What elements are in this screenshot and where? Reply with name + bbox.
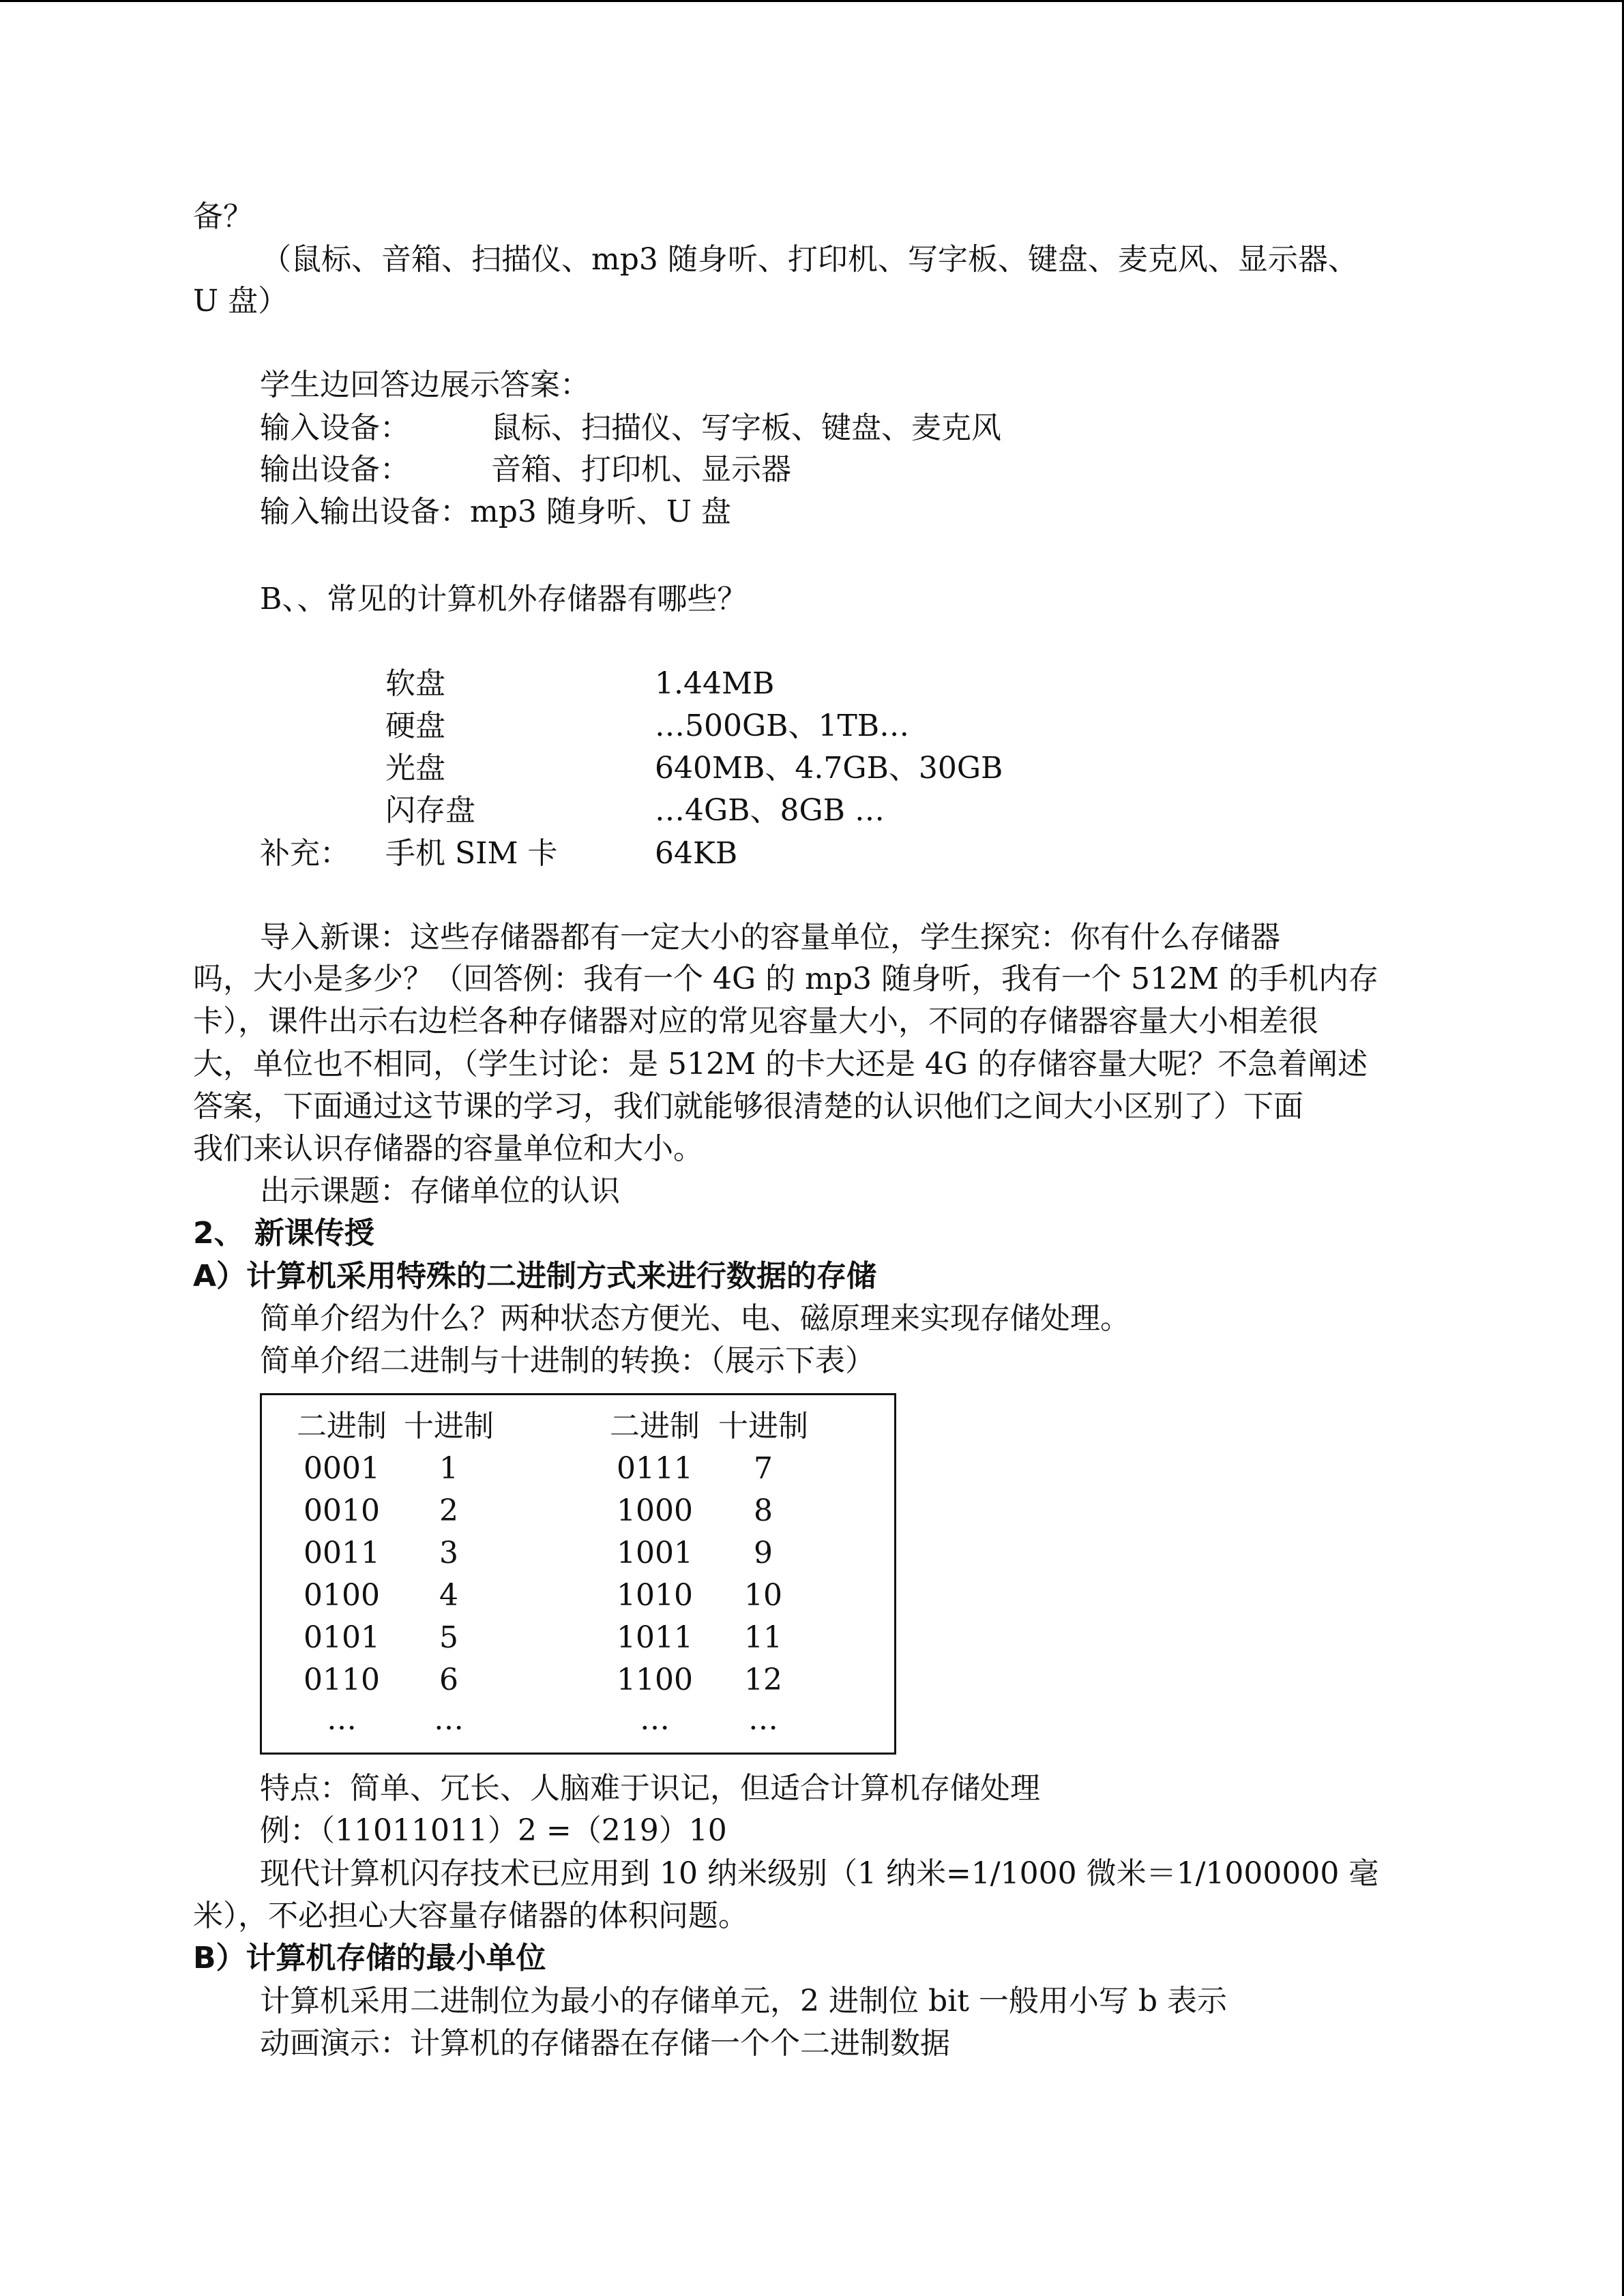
table-cell: 1100: [617, 1663, 693, 1697]
table-cell: 0100: [304, 1578, 380, 1613]
storage-name: 手机 SIM 卡: [385, 836, 558, 871]
table-cell: 4: [439, 1578, 458, 1613]
table-cell: 1011: [617, 1620, 693, 1655]
subsection-heading: B）计算机存储的最小单位: [193, 1941, 546, 1976]
binary-decimal-table: [260, 1393, 896, 1755]
storage-size: 1.44MB: [655, 666, 775, 701]
table-header: 二进制: [297, 1409, 387, 1444]
text-line: U 盘）: [193, 284, 289, 318]
table-cell: 7: [754, 1451, 773, 1486]
storage-name: 软盘: [385, 666, 445, 701]
table-cell: 0001: [304, 1451, 380, 1486]
subsection-heading: A）计算机采用特殊的二进制方式来进行数据的存储: [193, 1259, 877, 1294]
paragraph-line: 吗，大小是多少？（回答例：我有一个 4G 的 mp3 随身听，我有一个 512M 的手机内存: [193, 961, 1378, 996]
table-cell: 1010: [617, 1578, 693, 1613]
storage-size: 64KB: [655, 836, 738, 871]
label-output-devices: 输出设备：: [260, 452, 410, 487]
table-cell: 0111: [617, 1451, 693, 1486]
question-heading: B、、常见的计算机外存储器有哪些？: [260, 582, 748, 616]
paragraph-line: 大，单位也不相同，（学生讨论：是 512M 的卡大还是 4G 的存储容量大呢？不急着阐述: [193, 1047, 1368, 1082]
table-cell: 1001: [617, 1536, 693, 1570]
table-cell: …: [640, 1702, 670, 1737]
storage-size: 640MB、4.7GB、30GB: [655, 751, 1003, 786]
table-cell: 11: [744, 1620, 782, 1655]
text-line: （鼠标、音箱、扫描仪、mp3 随身听、打印机、写字板、键盘、麦克风、显示器、: [261, 242, 1358, 277]
table-cell: 3: [439, 1536, 458, 1570]
table-header: 十进制: [404, 1409, 494, 1444]
table-cell: 8: [754, 1493, 773, 1528]
text-line: 备？: [193, 199, 253, 234]
paragraph-line: 米），不必担心大容量存储器的体积问题。: [193, 1898, 748, 1933]
input-devices-list: 鼠标、扫描仪、写字板、键盘、麦克风: [491, 411, 1001, 445]
supplement-label: 补充：: [260, 836, 350, 871]
paragraph-line: 卡），课件出示右边栏各种存储器对应的常见容量大小，不同的存储器容量大小相差很: [193, 1004, 1318, 1039]
text-line: 输入输出设备：mp3 随身听、U 盘: [260, 494, 731, 529]
paragraph-line: 答案，下面通过这节课的学习，我们就能够很清楚的认识他们之间大小区别了）下面: [193, 1089, 1303, 1124]
table-cell: 6: [439, 1663, 458, 1697]
paragraph-line: 简单介绍二进制与十进制的转换：（展示下表）: [260, 1343, 875, 1378]
table-cell: 0101: [304, 1620, 380, 1655]
label-input-devices: 输入设备：: [260, 411, 410, 445]
storage-name: 闪存盘: [385, 793, 475, 828]
paragraph-line: 特点：简单、冗长、人脑难于识记，但适合计算机存储处理: [260, 1771, 1040, 1806]
storage-size: …500GB、1TB…: [655, 709, 910, 743]
table-cell: 0011: [304, 1536, 380, 1570]
output-devices-list: 音箱、打印机、显示器: [491, 452, 791, 487]
section-heading: 2、 新课传授: [193, 1216, 374, 1251]
table-cell: …: [434, 1702, 464, 1737]
paragraph-line: 例：（11011011）2 =（219）10: [260, 1813, 727, 1848]
paragraph-line: 我们来认识存储器的容量单位和大小。: [193, 1131, 703, 1166]
paragraph-line: 计算机采用二进制位为最小的存储单元，2 进制位 bit 一般用小写 b 表示: [260, 1984, 1228, 2018]
table-header: 二进制: [610, 1409, 700, 1444]
table-cell: 9: [754, 1536, 773, 1570]
storage-name: 光盘: [385, 751, 445, 786]
paragraph-line: 导入新课：这些存储器都有一定大小的容量单位，学生探究：你有什么存储器: [260, 920, 1280, 955]
table-cell: …: [748, 1702, 778, 1737]
table-cell: 1000: [617, 1493, 693, 1528]
paragraph-line: 出示课题：存储单位的认识: [260, 1174, 620, 1208]
table-cell: 0010: [304, 1493, 380, 1528]
table-cell: …: [327, 1702, 357, 1737]
paragraph-line: 动画演示：计算机的存储器在存储一个个二进制数据: [260, 2026, 950, 2061]
table-cell: 5: [439, 1620, 458, 1655]
page-top-border: [0, 0, 1624, 2]
paragraph-line: 现代计算机闪存技术已应用到 10 纳米级别（1 纳米=1/1000 微米＝1/1000000 毫: [260, 1856, 1379, 1891]
table-header: 十进制: [718, 1409, 808, 1444]
text-line: 学生边回答边展示答案：: [260, 368, 590, 402]
table-cell: 0110: [304, 1663, 380, 1697]
storage-size: …4GB、8GB …: [655, 793, 885, 828]
paragraph-line: 简单介绍为什么？两种状态方便光、电、磁原理来实现存储处理。: [260, 1301, 1130, 1336]
table-cell: 1: [439, 1451, 458, 1486]
table-cell: 10: [744, 1578, 782, 1613]
table-cell: 2: [439, 1493, 458, 1528]
storage-name: 硬盘: [385, 709, 445, 743]
table-cell: 12: [744, 1663, 782, 1697]
